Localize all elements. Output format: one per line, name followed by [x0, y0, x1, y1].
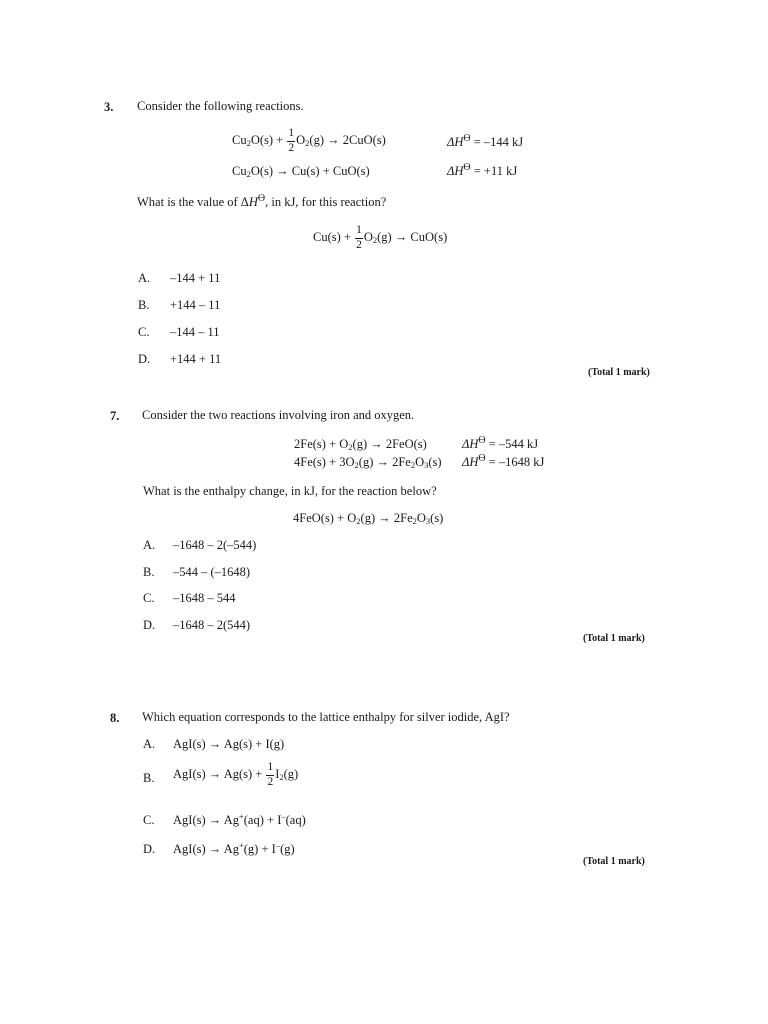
option-letter: C.	[143, 813, 155, 827]
question-stem: Which equation corresponds to the lattice enthalpy for silver iodide, AgI?	[142, 710, 510, 724]
question-prompt: What is the value of $\Delta H^ϴ$, in kJ, for this reaction?	[137, 193, 387, 209]
option-letter: B.	[143, 771, 155, 785]
option-text: AgI(s) → Ag(s) + $\frac{1}{2}$ $I_2(g)$	[173, 761, 299, 788]
option-letter: C.	[143, 591, 155, 605]
question-stem: Consider the following reactions.	[137, 99, 304, 113]
option-text: –144 + 11	[170, 271, 221, 285]
option-letter: B.	[143, 565, 155, 579]
option-text: +144 – 11	[170, 298, 221, 312]
option-letter: D.	[138, 352, 151, 366]
reaction-equation: $Cu_2O(s) \to Cu(s) + CuO(s)$	[232, 164, 370, 179]
question-number: 3.	[104, 100, 114, 114]
enthalpy-value: $\Delta H^ϴ = -544$ kJ	[462, 435, 539, 451]
option-letter: A.	[143, 737, 156, 751]
option-text: AgI(s) → Ag+(aq) + I–(aq)	[173, 811, 306, 827]
option-text: –1648 – 2(544)	[173, 618, 251, 632]
option-letter: C.	[138, 325, 150, 339]
option-letter: D.	[143, 842, 156, 856]
target-reaction: $4FeO(s) + O_2(g) \to 2Fe_2O_3(s)$	[293, 511, 444, 526]
option-text: AgI(s) → Ag+(g) + I–(g)	[173, 840, 295, 856]
enthalpy-value: $\Delta H^ϴ = -1648$ kJ	[462, 453, 545, 469]
question-number: 8.	[110, 711, 120, 725]
option-letter: A.	[143, 538, 156, 552]
option-letter: A.	[138, 271, 151, 285]
option-text: AgI(s) → Ag(s) + I(g)	[173, 737, 285, 751]
fraction: $\frac{1}{2}$	[267, 761, 274, 788]
total-mark: (Total 1 mark)	[588, 367, 650, 378]
option-text: +144 + 11	[170, 352, 222, 366]
question-prompt: What is the enthalpy change, in kJ, for the reaction below?	[143, 484, 437, 498]
option-text: –544 – (–1648)	[173, 565, 251, 579]
fraction: $\frac{1}{2}$	[288, 127, 295, 154]
target-reaction: Cu(s) + $\frac{1}{2}$ $O_2(g) \to CuO(s)$	[313, 224, 448, 251]
question-number: 7.	[110, 409, 120, 423]
enthalpy-value: $\Delta H^ϴ = +11$ kJ	[447, 162, 518, 178]
reaction-equation: $2Fe(s) + O_2(g) \to 2FeO(s)$	[294, 437, 427, 452]
reaction-equation: $4Fe(s) + 3O_2(g) \to 2Fe_2O_3(s)$	[294, 455, 442, 470]
option-letter: D.	[143, 618, 156, 632]
option-text: –1648 – 2(–544)	[173, 538, 257, 552]
option-letter: B.	[138, 298, 150, 312]
enthalpy-value: $\Delta H^ϴ = -144$ kJ	[447, 133, 524, 149]
option-text: –1648 – 544	[173, 591, 236, 605]
fraction: $\frac{1}{2}$	[356, 224, 362, 251]
option-text: –144 – 11	[170, 325, 220, 339]
reaction-equation: $Cu_2O(s)$ + $\frac{1}{2}$ $O_2(g) \to 2CuO(s)$	[232, 127, 386, 154]
total-mark: (Total 1 mark)	[583, 633, 645, 644]
total-mark: (Total 1 mark)	[583, 856, 645, 867]
question-stem: Consider the two reactions involving iron and oxygen.	[142, 408, 415, 422]
